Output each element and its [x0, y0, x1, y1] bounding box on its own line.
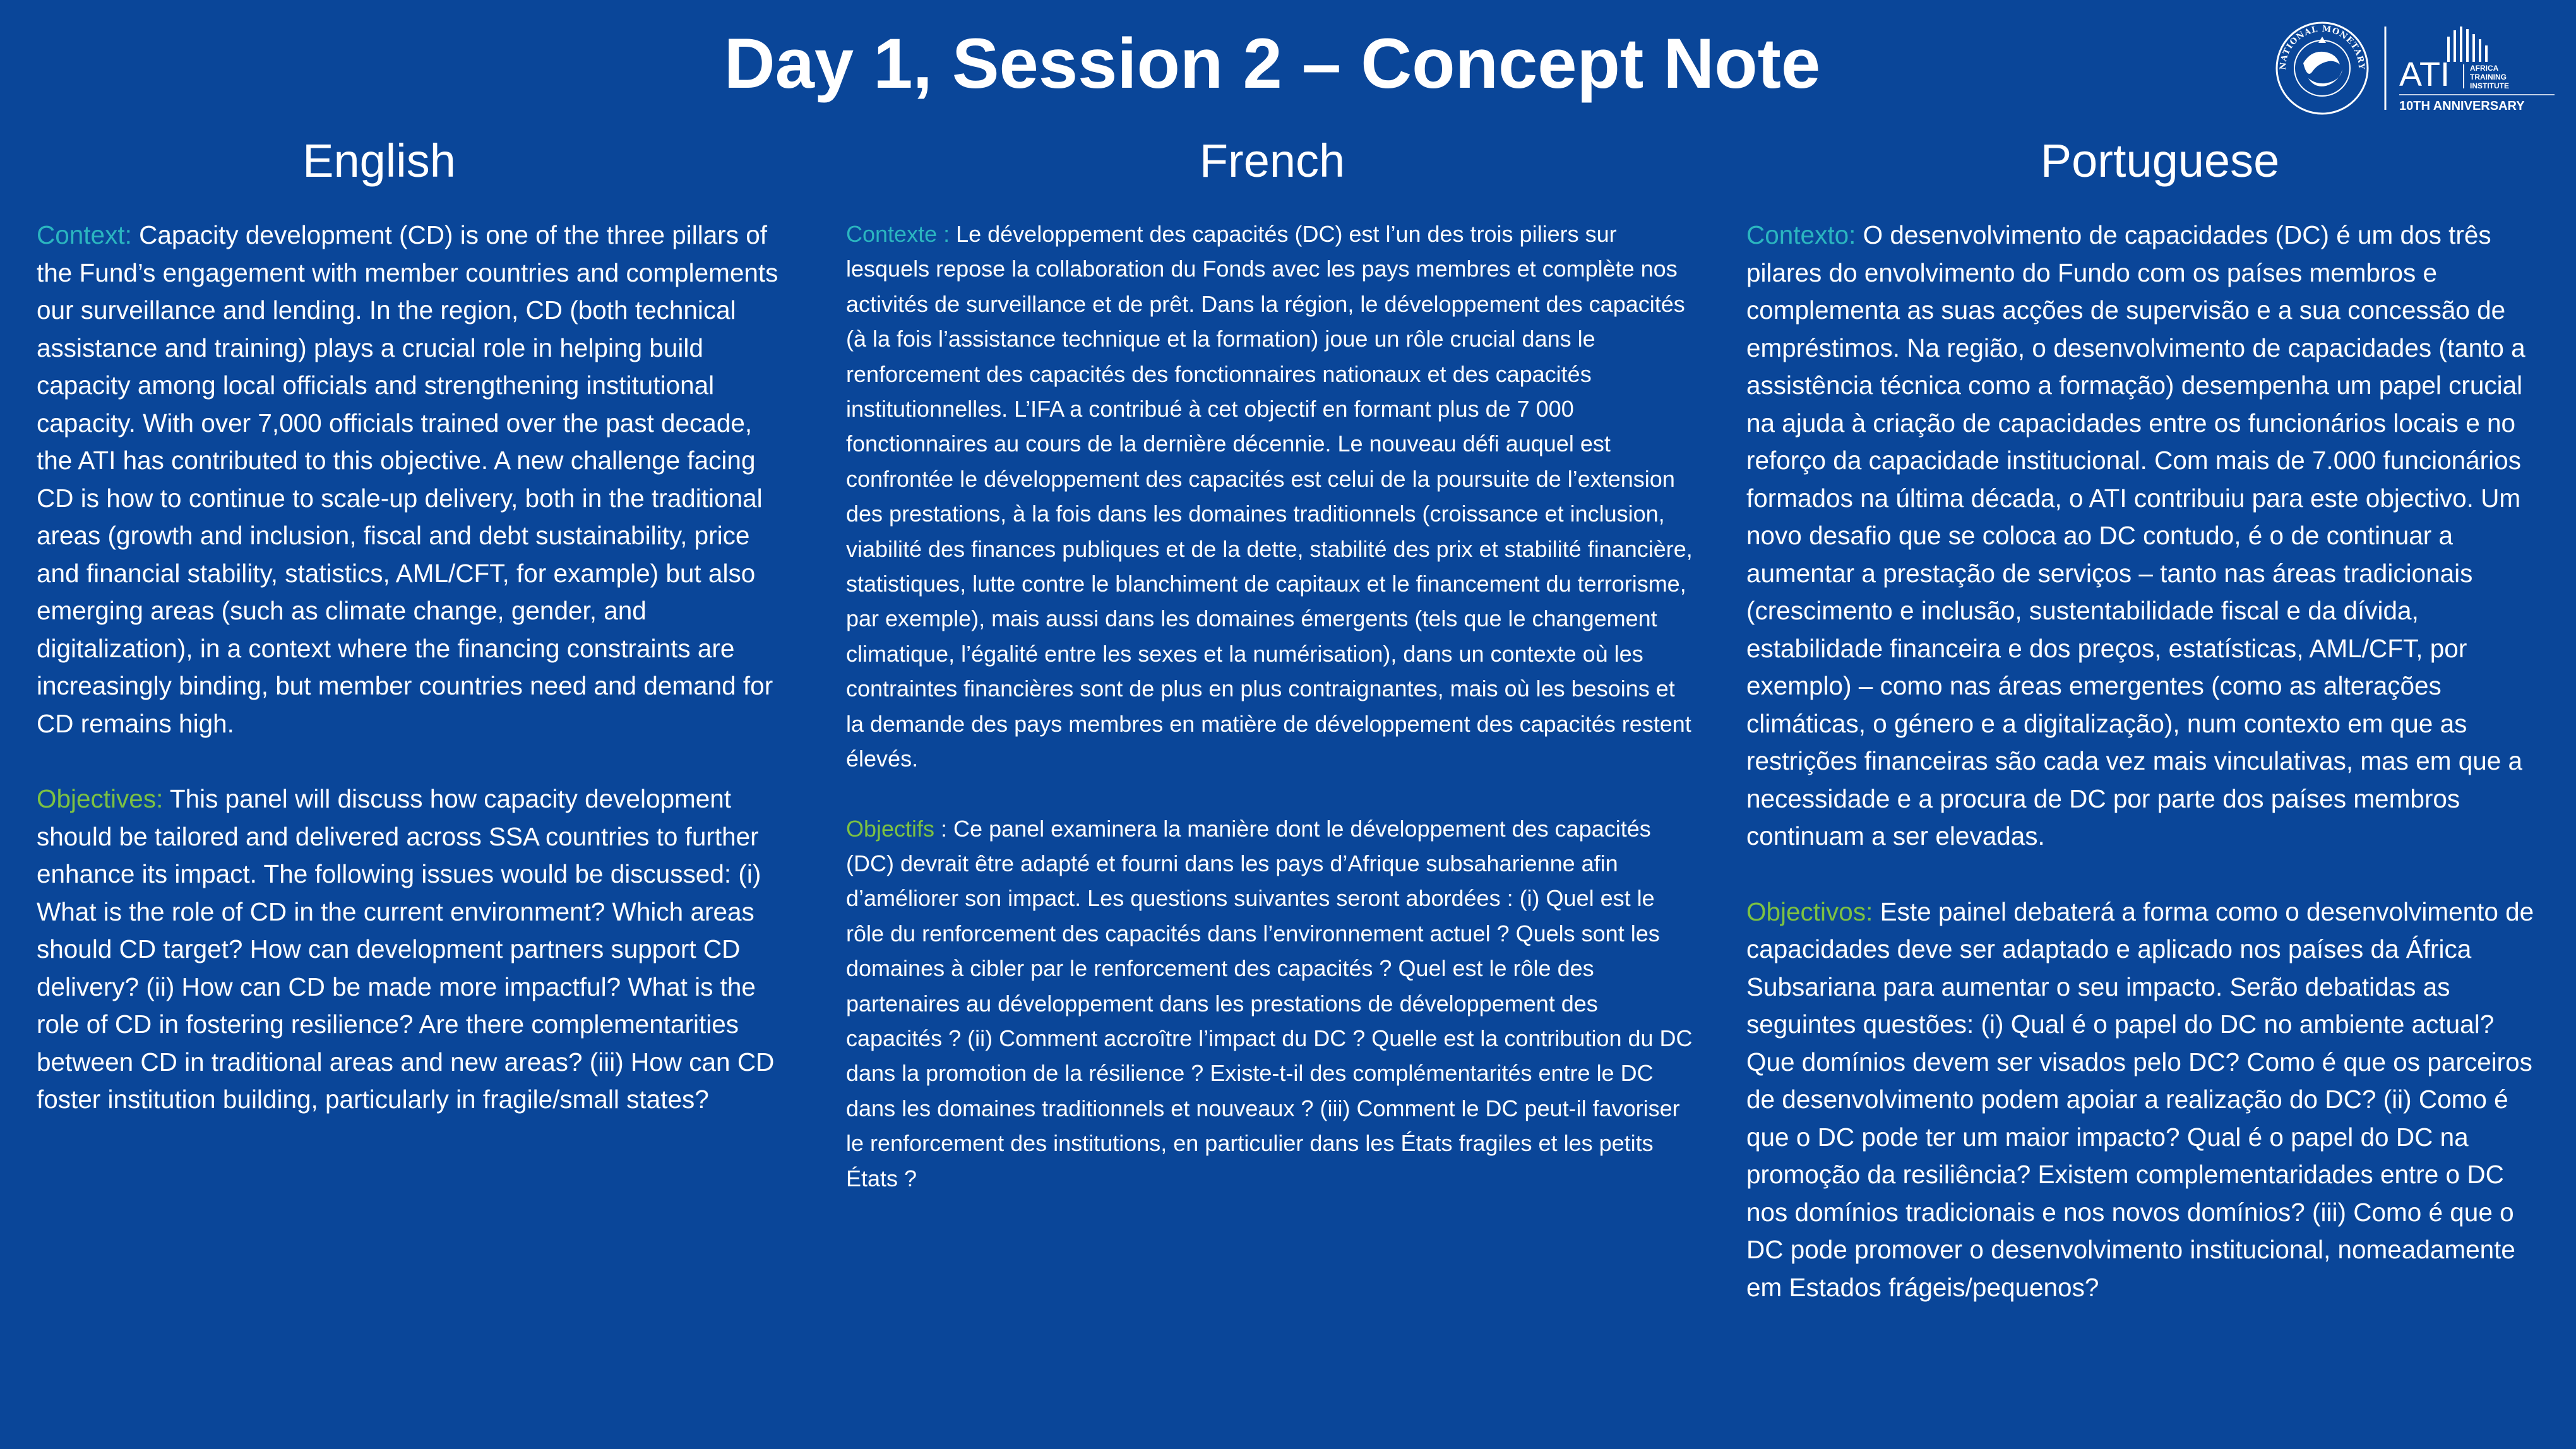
ati-line-2: TRAINING — [2470, 73, 2507, 81]
ati-line-1: AFRICA — [2470, 64, 2499, 73]
english-context-label: Context: — [37, 220, 132, 249]
ati-abbrev: ATI — [2399, 56, 2450, 93]
english-objectives-text: This panel will discuss how capacity development should be tailored and delivered across SSA countries to further enhance its impact. The following issues would be discussed: (i) What is the role of CD in the current environment? Which areas should CD target? How can development partners support CD delivery? (ii) How can CD be made more impactful? What is the role of CD in fostering resilience? Are there complementarities between CD in traditional areas and new areas? (iii) How can CD foster institution building, particularly in fragile/small states? — [37, 784, 775, 1114]
english-heading: English — [302, 134, 456, 187]
english-objectives-paragraph — [37, 780, 794, 1119]
ati-line-3: INSTITUTE — [2470, 81, 2509, 90]
portuguese-heading: Portuguese — [2040, 134, 2280, 187]
french-objectives-label: Objectifs — [846, 815, 935, 842]
french-context-label: Contexte : — [846, 221, 950, 247]
french-heading: French — [1199, 134, 1345, 187]
imf-seal-text: NATIONAL MONETARY — [2278, 24, 2366, 70]
english-context-paragraph — [37, 217, 794, 742]
logo-group — [2273, 18, 2557, 119]
french-column — [846, 129, 1695, 1196]
anniversary-text: 10TH ANNIVERSARY — [2399, 99, 2525, 113]
english-context-text: Capacity development (CD) is one of the three pillars of the Fund’s engagement with member countries and complements our surveillance and lending. In the region, CD (both technical assistance and training) plays a crucial role in helping build capacity among local officials and strengthening institutional capacity. With over 7,000 officials trained over the past decade, the ATI has contributed to this objective. A new challenge facing CD is how to continue to scale-up delivery, both in the traditional areas (growth and inclusion, fiscal and debt sustainability, price and financial stability, statistics, AML/CFT, for example) but also emerging areas (such as climate change, gender, and digitalization), in a context where the financing constraints are increasingly binding, but member countries need and demand for CD remains high. — [37, 220, 778, 738]
logo-graphics — [2273, 18, 2557, 119]
french-objectives-paragraph — [846, 811, 1695, 1196]
english-objectives-label: Objectives: — [37, 784, 164, 813]
french-context-text: Le développement des capacités (DC) est l’un des trois piliers sur lesquels repose la collaboration du Fonds avec les pays membres et complète nos activités de surveillance et de prêt. Dans la région, le développement des capacités (à la fois l’assistance technique et la formation) joue un rôle crucial dans le renforcement des capacités des fonctionnaires nationaux et des capacités institutionnelles. L’IFA a contribué à cet objectif en formant plus de 7 000 fonctionnaires au cours de la dernière décennie. Le nouveau défi auquel est confrontée le développement des capacités est celui de la poursuite de l’extension des prestations, à la fois dans les domaines traditionnels (croissance et inclusion, viabilité des finances publiques et de la dette, stabilité des prix et stabilité financière, statistiques, lutte contre le blanchiment de capitaux et le financement du terrorisme, par exemple), mais aussi dans les domaines émergents (tels que le changement climatique, l’égalité entre les sexes et la numérisation), dans un contexte où les contraintes financières sont de plus en plus contraignantes, mais où les besoins et la demande des pays membres en matière de développement des capacités restent élevés. — [846, 221, 1693, 772]
portuguese-context-label: Contexto: — [1746, 220, 1856, 249]
french-objectives-text: : Ce panel examinera la manière dont le développement des capacités (DC) devrait être adapté et fourni dans les pays d’Afrique subsaharienne afin d’améliorer son impact. Les questions suivantes seront abordées : (i) Quel est le rôle du renforcement des capacités dans l’environnement actuel ? Quels sont les domaines à cibler par le renforcement des capacités ? Quel est le rôle des partenaires au développement dans les prestations de développement des capacités ? (ii) Comment accroître l’impact du DC ? Quelle est la contribution du DC dans la promotion de la résilience ? Existe-t-il des complémentarités entre le DC dans les domaines traditionnels et nouveaux ? (iii) Comment le DC peut-il favoriser le renforcement des institutions, en particulier dans les États fragiles et les petits États ? — [846, 815, 1693, 1191]
french-context-paragraph — [846, 217, 1695, 777]
portuguese-objectives-text: Este painel debaterá a forma como o desenvolvimento de capacidades deve ser adaptado e aplicado nos países da África Subsariana para aumentar o seu impacto. Serão debatidas as seguintes questões: (i) Qual é o papel do DC no ambiente actual? Que domínios devem ser visados pelo DC? Como é que os parceiros de desenvolvimento podem apoiar a realização do DC? (ii) Como é que o DC pode ter um maior impacto? Qual é o papel do DC na promoção da resiliência? Existem complementaridades entre o DC nos domínios tradicionais e nos novos domínios? (iii) Como é que o DC pode promover o desenvolvimento institucional, nomeadamente em Estados frágeis/pequenos? — [1746, 897, 2534, 1302]
portuguese-objectives-label: Objectivos: — [1746, 897, 1873, 926]
page-title: Day 1, Session 2 – Concept Note — [724, 24, 1821, 103]
portuguese-context-text: O desenvolvimento de capacidades (DC) é um dos três pilares do envolvimento do Fundo com os países membros e complementa as suas acções de supervisão e a sua concessão de empréstimos. Na região, o desenvolvimento de capacidades (tanto a assistência técnica como a formação) desempenha um papel crucial na ajuda à criação de capacidades entre os funcionários locais e no reforço da capacidade institucional. Com mais de 7.000 funcionários formados na última década, o ATI contribuiu para este objectivo. Um novo desafio que se coloca ao DC contudo, é o de continuar a aumentar a prestação de serviços – tanto nas áreas tradicionais (crescimento e inclusão, sustentabilidade fiscal e da dívida, estabilidade financeira e dos preços, estatísticas, AML/CFT, por exemplo) – como nas áreas emergentes (como as alterações climáticas, o género e a digitalização), num contexto em que as restrições financeiras são cada vez mais vinculativas, mas em que a necessidade e a procura de DC por parte dos países membros continuam a ser elevadas. — [1746, 220, 2525, 850]
english-column — [37, 129, 794, 1119]
ati-logo — [2399, 27, 2555, 113]
portuguese-objectives-paragraph — [1746, 893, 2545, 1307]
portuguese-context-paragraph — [1746, 217, 2545, 856]
imf-seal-logo — [2273, 18, 2368, 114]
portuguese-column — [1746, 129, 2545, 1306]
